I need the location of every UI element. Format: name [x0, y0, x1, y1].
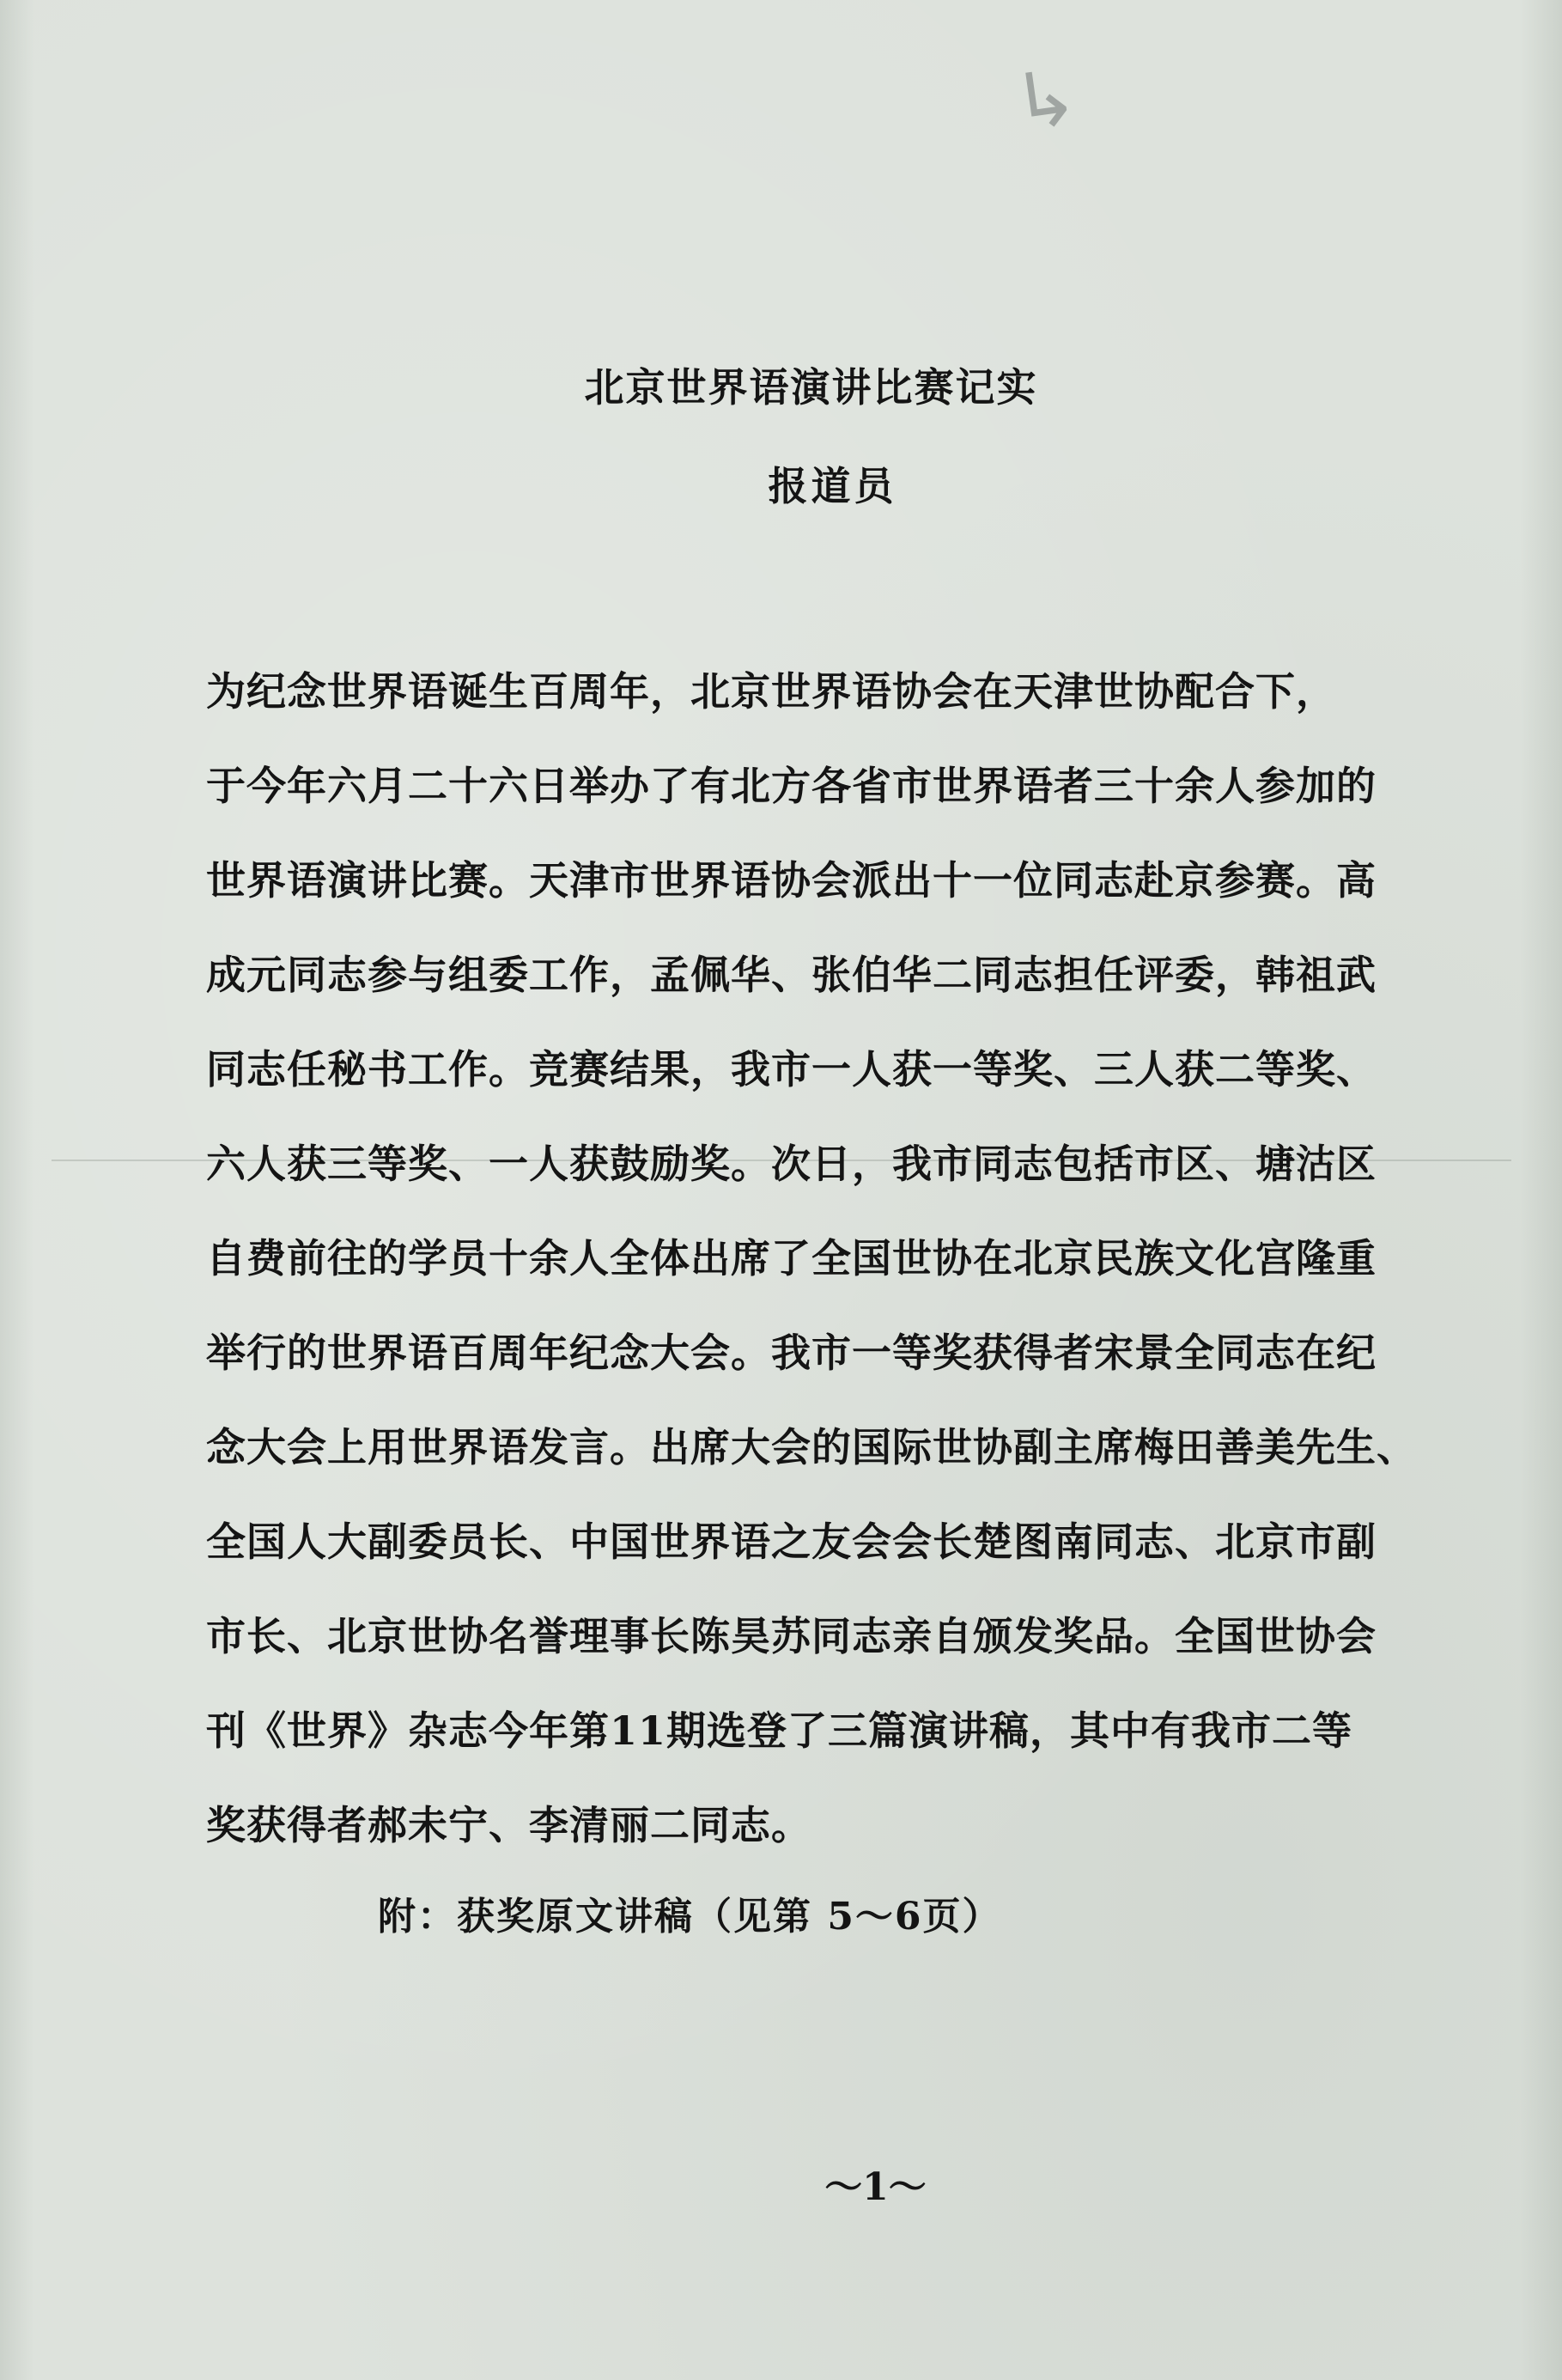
body-line: 市长、北京世协名誉理事长陈昊苏同志亲自颁发奖品。全国世协会	[206, 1613, 1377, 1659]
body-line: 六人获三等奖、一人获鼓励奖。次日，我市同志包括市区、塘沽区	[206, 1141, 1377, 1187]
body-line: 世界语演讲比赛。天津市世界语协会派出十一位同志赴京参赛。高	[206, 857, 1377, 904]
body-line: 为纪念世界语诞生百周年，北京世界语协会在天津世协配合下，	[206, 668, 1336, 715]
pencil-annotation: ↳	[1007, 51, 1085, 150]
body-line: 刊《世界》杂志今年第11期选登了三篇演讲稿，其中有我市二等	[206, 1707, 1353, 1754]
body-line: 成元同志参与组委工作，孟佩华、张伯华二同志担任评委，韩祖武	[206, 952, 1377, 998]
body-line: 同志任秘书工作。竞赛结果，我市一人获一等奖、三人获二等奖、	[206, 1046, 1377, 1093]
body-line: 念大会上用世界语发言。出席大会的国际世协副主席梅田善美先生、	[206, 1424, 1417, 1470]
body-line: 于今年六月二十六日举办了有北方各省市世界语者三十余人参加的	[206, 763, 1377, 809]
body-line: 自费前往的学员十余人全体出席了全国世协在北京民族文化宫隆重	[206, 1235, 1377, 1281]
body-line: 奖获得者郝未宁、李清丽二同志。	[206, 1802, 811, 1848]
body-paragraph	[206, 644, 1503, 1872]
document-byline: 报道员	[768, 463, 897, 509]
appendix-note: 附：获奖原文讲稿（见第 5～6页）	[378, 1895, 1002, 1939]
body-line: 举行的世界语百周年纪念大会。我市一等奖获得者宋景全同志在纪	[206, 1330, 1377, 1376]
page-number: ～1～	[824, 2165, 927, 2209]
body-line: 全国人大副委员长、中国世界语之友会会长楚图南同志、北京市副	[206, 1519, 1377, 1565]
document-title: 北京世界语演讲比赛记实	[584, 364, 1038, 411]
